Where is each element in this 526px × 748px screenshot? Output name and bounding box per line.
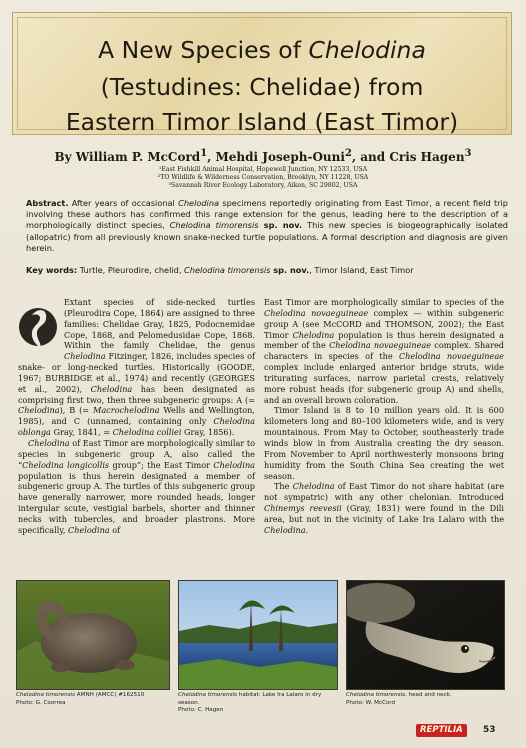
body-column-right [264, 297, 504, 536]
keywords: Key words: Turtle, Pleurodire, chelid, Chelodina timorensis sp. nov., Timor Island, East Timor [26, 265, 414, 275]
turtle-silhouette-icon [18, 299, 58, 354]
title-banner [12, 12, 512, 135]
author-list: By William P. McCord$^1$, Mehdi Joseph-Ouni$^2$, and Cris Hagen$^3$ [54, 148, 472, 164]
affiliation-1: ¹East Fishkill Animal Hospital, Hopewell Junction, NY 12533, USA [158, 166, 368, 173]
title-line-1: A New Species of Chelodina [98, 36, 426, 64]
magazine-logo: REPTILIA [416, 724, 467, 737]
title-line-2: (Testudines: Chelidae) from [100, 73, 424, 101]
caption-photo-1: Chelodina timorensis AMNH (AMCC) #162510 Photo: G. Coorrea [16, 692, 145, 706]
photo-lake-habitat [178, 580, 338, 690]
affiliation-3: ³Savannah River Ecology Laboratory, Aiken, SC 29802, USA [168, 182, 358, 189]
page-number: 53 [483, 725, 496, 735]
caption-photo-2: Chelodina timorensis habitat: Lake Ira Lalaro in dry season. Photo: C. Hagen [178, 692, 322, 714]
photo-head-and-neck [346, 580, 505, 690]
page-footer [416, 724, 512, 738]
paragraph-5: The Chelodina of East Timor do not share habitat (are not sympatric) with any other chelonian. Introduced Chinemys reevesii (Gray, 1831) were found in the Dili area, but not in the vicinity of Lake Ira Lalaro with the Chelodina. [264, 481, 504, 535]
body-column-left [18, 297, 255, 536]
title-line-3: Eastern Timor Island (East Timor) [65, 108, 459, 136]
paragraph-1: Extant species of side-necked turtles (Pleurodira Cope, 1864) are assigned to three families: Chelidae Gray, 1825, Podocnemidae Cope, 1868, and Pelomedusidae Cope, 1868. Within the family Chelidae, the genus Chelodina Fitzinger, 1826, includes species of snake- or long-necked turtles. Historically (GOODE, 1967; BURBIDGE et al., 1974) and recently (GEORGES et al., 2002), Chelodina has been designated as comprising first two, then three subgeneric groups: A (= Chelodina), B (= Macrochelodina Wells and Wellington, 1985), and C (unnamed, containing only Chelodina oblonga Gray, 1841, = Chelodina colliei Gray, 1856). [18, 297, 255, 438]
caption-photo-3: Chelodina timorensis, head and neck. Photo: W. McCord [346, 692, 452, 706]
abstract: Abstract. After years of occasional Chelodina specimens reportedly originating from East Timor, a recent field trip involving these authors has confirmed this range extension for the genus, leading here to the description of a morphologically distinct species, Chelodina timorensis sp. nov. This new species is biogeographically isolated (allopatric) from all previously known snake-necked turtle populations. A formal description and diagnosis are given herein. [26, 198, 509, 253]
photo-turtle-specimen [16, 580, 170, 690]
affiliation-2: ²TO Wildlife & Wilderness Conservation, Brooklyn, NY 11228, USA [157, 174, 369, 181]
paragraph-3: East Timor are morphologically similar to species of the Chelodina novaeguineae complex — within subgeneric group A (see McCORD and THOMSON, 2002); the East Timor Chelodina population is thus herein designated a member of the Chelodina novaeguineae complex. Shared characters in species of the Chelodina novaeguineae complex include enlarged anterior bridge struts, wide triturating surfaces, narrow parietal crests, relatively more robust heads (for subgeneric group A) and shells, and an overall brown coloration. [264, 297, 504, 405]
paragraph-2: Chelodina of East Timor are morphologically similar to species in subgeneric group A, also called the “Chelodina longicollis group”; the East Timor Chelodina population is thus herein designated a member of subgeneric group A. The turtles of this subgeneric group have generally narrower, more rounded heads, longer intergular scute, vestigial barbels, shorter and thinner necks with tubercles, and broader plastrons. More specifically, Chelodina of [18, 437, 256, 535]
paragraph-4: Timor Island is 8 to 10 million years old. It is 600 kilometers long and 80–100 kilometers wide, and is very mountainous. From May to October, southeasterly trade winds blow in from Australia creating the dry season. From November to April northwesterly monsoons bring humidity from the South China Sea creating the wet season. [264, 405, 504, 481]
